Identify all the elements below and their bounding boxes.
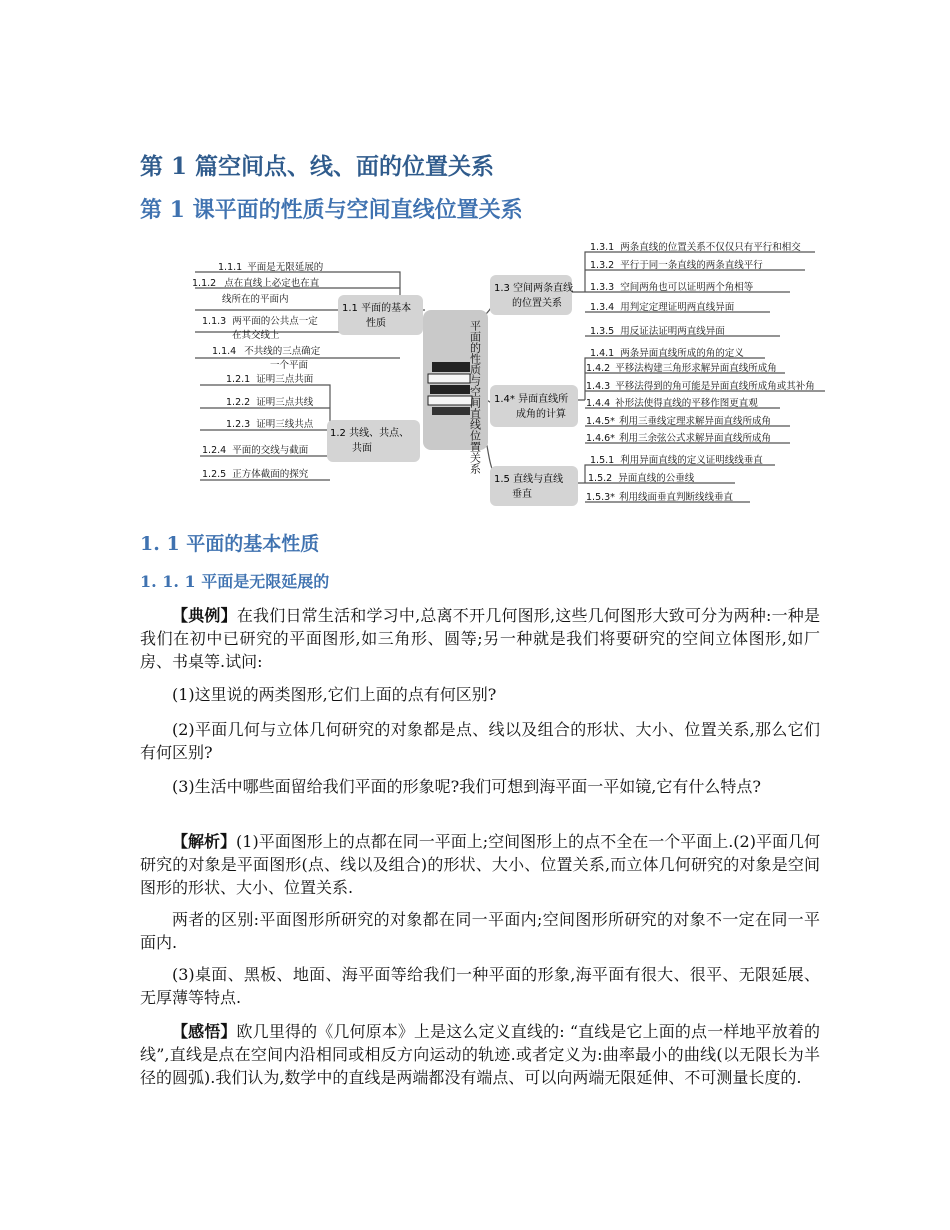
- svg-text:1.1.3两平面的公共点一定: [202, 315, 318, 327]
- branch-label: 1.3 空间两条直线: [494, 283, 574, 294]
- svg-text:1.5.3*利用线面垂直判断线线垂直: 1.5.3* 利用线面垂直判断线线垂直: [586, 492, 733, 503]
- example-tag: 【典例】: [172, 606, 237, 625]
- svg-text:1.3.4用判定定理证明两直线异面: 1.3.4 用判定定理证明两直线异面: [590, 302, 735, 313]
- svg-text:1.4.2平移法构建三角形求解异面直线所成角: 1.4.2 平移法构建三角形求解异面直线所成角: [586, 363, 777, 374]
- branch-label: 垂直: [512, 489, 532, 500]
- branch-label: 1.5 直线与直线: [494, 474, 564, 485]
- svg-text:1.2.5正方体截面的探究: 1.2.5 正方体截面的探究: [202, 469, 309, 480]
- branch-label: 的位置关系: [512, 298, 562, 309]
- leaf-text: 平面是无限延展的: [247, 262, 324, 273]
- insight-tag: 【感悟】: [172, 1022, 237, 1041]
- svg-text:1.1.4不共线的三点确定: [212, 345, 321, 357]
- part-title: 第 1 篇空间点、线、面的位置关系: [140, 153, 495, 180]
- svg-text:1.3.2平行于同一条直线的两条直线平行: 1.3.2 平行于同一条直线的两条直线平行: [590, 260, 763, 271]
- center-label: 平面的性质与空间直线位置关系: [468, 320, 482, 474]
- svg-text:1.2.2证明三点共线: 1.2.2 证明三点共线: [226, 397, 314, 408]
- insight-paragraph: [140, 1020, 820, 1089]
- leaf-num: 1.1.3: [202, 316, 227, 327]
- question-3: (3)生活中哪些面留给我们平面的形象呢?我们可想到海平面一平如镜,它有什么特点?: [172, 777, 761, 796]
- leaf-num: 1.1.4: [212, 346, 237, 357]
- leaf-num: 1.1.1: [218, 262, 243, 273]
- leaf-text: 不共线的三点确定: [244, 346, 321, 357]
- books-icon: [428, 362, 472, 415]
- svg-text:1.2.1证明三点共面: 1.2.1 证明三点共面: [226, 374, 314, 385]
- example-paragraph: [140, 604, 820, 673]
- svg-text:1.4.6*利用三余弦公式求解异面直线所成角: 1.4.6* 利用三余弦公式求解异面直线所成角: [586, 433, 771, 444]
- svg-text:1.3.5用反证法证明两直线异面: 1.3.5 用反证法证明两直线异面: [590, 326, 725, 337]
- svg-text:1.3.1两条直线的位置关系不仅仅只有平行和相交: 1.3.1 两条直线的位置关系不仅仅只有平行和相交: [590, 242, 801, 253]
- insight-text: 欧几里得的《几何原本》上是这么定义直线的: “直线是它上面的点一样地平放着的线”,直线是点在空间内沿相同或相反方向运动的轨迹.或者定义为:曲率最小的曲线(以无限长为半径的圆弧).我们认为,数学中的直线是两端都没有端点、可以向两端无限延伸、不可测量长度的.: [140, 1022, 820, 1087]
- branch-label: 1.4* 异面直线所: [494, 394, 569, 405]
- example-text: 在我们日常生活和学习中,总离不开几何图形,这些几何图形大致可分为两种:一种是我们在初中已研究的平面图形,如三角形、圆等;另一种就是我们将要研究的空间立体图形,如厂房、书桌等.试问:: [140, 606, 820, 671]
- leaf-text: 两平面的公共点一定: [232, 316, 318, 327]
- analysis-tag: 【解析】: [172, 832, 237, 851]
- svg-text:1.4.1两条异面直线所成的角的定义: 1.4.1 两条异面直线所成的角的定义: [590, 348, 744, 359]
- analysis-text: (1)平面图形上的点都在同一平面上;空间图形上的点不全在一个平面上.(2)平面几何研究的对象是平面图形(点、线以及组合)的形状、大小、位置关系,而立体几何研究的对象是空间图形的形状、大小、位置关系.: [140, 832, 820, 897]
- leaf-num: 1.1.2: [192, 278, 217, 289]
- leaf-text: 一个平面: [270, 360, 309, 371]
- section-title: 1. 1 平面的基本性质: [140, 533, 320, 555]
- leaf-text: 线所在的平面内: [222, 294, 289, 305]
- branch-label: 1.2 共线、共点、: [330, 428, 410, 439]
- svg-text:1.1.2点在直线上必定也在直: [192, 277, 320, 289]
- leaf-text: 在其交线上: [232, 330, 280, 341]
- branch-label: 性质: [366, 318, 386, 329]
- svg-text:1.2.3证明三线共点: 1.2.3 证明三线共点: [226, 419, 314, 430]
- analysis-paragraph: [140, 830, 820, 899]
- svg-text:1.5.1利用异面直线的定义证明线线垂直: 1.5.1 利用异面直线的定义证明线线垂直: [590, 455, 763, 466]
- answer-3: (3)桌面、黑板、地面、海平面等给我们一种平面的形象,海平面有很大、很平、无限延展、无厚薄等特点.: [140, 965, 820, 1007]
- branch-box-1-4: [490, 385, 578, 427]
- svg-text:1.2.4平面的交线与截面: 1.2.4 平面的交线与截面: [202, 445, 309, 456]
- svg-text:1.5.2异面直线的公垂线: 1.5.2 异面直线的公垂线: [588, 473, 695, 484]
- branch-label: 1.1 平面的基本: [342, 303, 412, 314]
- svg-text:1.4.3平移法得到的角可能是异面直线所成角或其补角: 1.4.3 平移法得到的角可能是异面直线所成角或其补角: [586, 381, 815, 392]
- question-2: (2)平面几何与立体几何研究的对象都是点、线以及组合的形状、大小、位置关系,那么它们有何区别?: [140, 720, 820, 762]
- mind-map: [190, 240, 830, 515]
- leaf-text: 点在直线上必定也在直: [224, 278, 320, 289]
- branch-box-1-2: [327, 420, 420, 462]
- lesson-title: 第 1 课平面的性质与空间直线位置关系: [140, 197, 523, 223]
- difference-paragraph: 两者的区别:平面图形所研究的对象都在同一平面内;空间图形所研究的对象不一定在同一平面内.: [140, 910, 820, 952]
- question-1: (1)这里说的两类图形,它们上面的点有何区别?: [172, 685, 497, 704]
- branch-label: 共面: [352, 443, 372, 454]
- branch-box-1-3: [490, 275, 572, 315]
- svg-text:1.4.4补形法使得直线的平移作图更直观: 1.4.4 补形法使得直线的平移作图更直观: [586, 398, 758, 409]
- svg-text:1.3.3空间两角也可以证明两个角相等: 1.3.3 空间两角也可以证明两个角相等: [590, 282, 754, 293]
- branch-box-1-1: [338, 295, 423, 335]
- branch-label: 成角的计算: [516, 409, 566, 420]
- branch-box-1-5: [490, 466, 578, 506]
- svg-text:1.1.1平面是无限延展的: [218, 261, 324, 273]
- svg-text:1.4.5*利用三垂线定理求解异面直线所成角: 1.4.5* 利用三垂线定理求解异面直线所成角: [586, 416, 771, 427]
- subsection-title: 1. 1. 1 平面是无限延展的: [140, 572, 330, 591]
